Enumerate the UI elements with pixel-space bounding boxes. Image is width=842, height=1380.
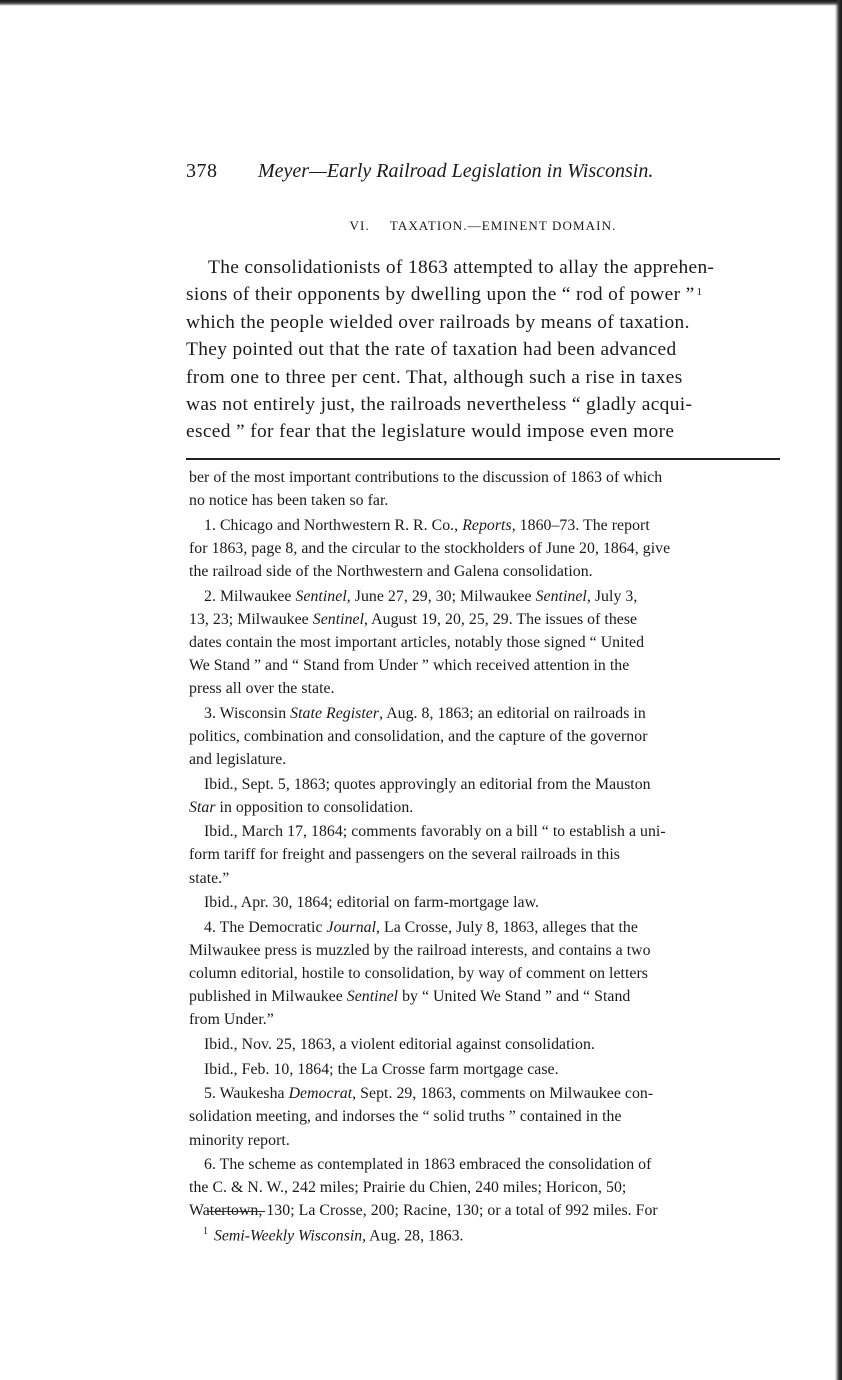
note-6: 6. The scheme as contemplated in 1863 embraced the consolidation of	[204, 1156, 652, 1174]
note-line: form tariff for freight and passengers on the several railroads in this	[189, 846, 620, 864]
notes-divider	[186, 458, 780, 460]
note-line: the C. & N. W., 242 miles; Prairie du Chien, 240 miles; Horicon, 50;	[189, 1179, 627, 1197]
note-line: Milwaukee press is muzzled by the railroad interests, and contains a two	[189, 942, 651, 960]
body-line: esced ” for fear that the legislature would impose even more	[186, 421, 675, 443]
page-footnote	[203, 1221, 763, 1247]
note-4: 4. The Democratic Journal, La Crosse, July 8, 1863, alleges that the	[204, 918, 638, 936]
running-title: Meyer—Early Railroad Legislation in Wisconsin.	[258, 160, 654, 182]
note-line: dates contain the most important articles, notably those signed “ United	[189, 633, 645, 651]
body-paragraph	[186, 254, 780, 446]
note-ibid: Ibid., Feb. 10, 1864; the La Crosse farm mortgage case.	[204, 1060, 559, 1078]
body-line: from one to three per cent. That, although such a rise in taxes	[186, 366, 683, 388]
bibliographic-notes	[189, 466, 781, 1223]
note-line: state.”	[189, 869, 230, 887]
page-edge-shadow-top	[0, 0, 842, 6]
note-line: published in Milwaukee Sentinel by “ United We Stand ” and “ Stand	[189, 988, 631, 1006]
body-line: The consolidationists of 1863 attempted to allay the apprehen-	[208, 257, 715, 278]
section-numeral: VI.	[349, 218, 370, 233]
note-line: and legislature.	[189, 750, 287, 768]
note-5: 5. Waukesha Democrat, Sept. 29, 1863, comments on Milwaukee con-	[204, 1085, 654, 1103]
note-ibid: Ibid., Apr. 30, 1864; editorial on farm-mortgage law.	[204, 894, 540, 912]
note-ibid: Ibid., March 17, 1864; comments favorably on a bill “ to establish a uni-	[204, 823, 666, 841]
note-line: ber of the most important contributions to the discussion of 1863 of which	[189, 469, 663, 486]
body-line: was not entirely just, the railroads nevertheless “ gladly acqui-	[186, 393, 693, 415]
note-line: no notice has been taken so far.	[189, 492, 389, 510]
footnote-text: , Aug. 28, 1863.	[362, 1227, 464, 1245]
note-1: 1. Chicago and Northwestern R. R. Co., Reports, 1860–73. The report	[204, 516, 650, 534]
note-line: minority report.	[189, 1131, 290, 1149]
note-line: Watertown, 130; La Crosse, 200; Racine, 130; or a total of 992 miles. For	[189, 1202, 658, 1220]
body-line-text: sions of their opponents by dwelling upon the “ rod of power ”	[186, 284, 695, 306]
note-line: for 1863, page 8, and the circular to the stockholders of June 20, 1864, give	[189, 539, 671, 557]
note-line: politics, combination and consolidation, and the capture of the governor	[189, 727, 648, 745]
note-2: 2. Milwaukee Sentinel, June 27, 29, 30; Milwaukee Sentinel, July 3,	[204, 587, 638, 605]
note-line: column editorial, hostile to consolidation, by way of comment on letters	[189, 965, 648, 983]
footnote-divider	[207, 1211, 265, 1212]
body-line	[186, 281, 780, 308]
section-heading	[186, 218, 780, 234]
footnote-mark: 1	[203, 1226, 208, 1237]
page-edge-shadow-right	[835, 0, 842, 1380]
note-ibid: Ibid., Sept. 5, 1863; quotes approvingly an editorial from the Mauston	[204, 775, 651, 793]
note-line: the railroad side of the Northwestern and Galena consolidation.	[189, 562, 593, 580]
note-line: solidation meeting, and indorses the “ solid truths ” contained in the	[189, 1108, 622, 1126]
note-3: 3. Wisconsin State Register, Aug. 8, 1863; an editorial on railroads in	[204, 704, 646, 722]
page-number: 378	[186, 160, 218, 182]
body-line: They pointed out that the rate of taxation had been advanced	[186, 339, 677, 361]
note-line: 13, 23; Milwaukee Sentinel, August 19, 20, 25, 29. The issues of these	[189, 610, 638, 628]
note-line: press all over the state.	[189, 680, 335, 698]
note-line: Star in opposition to consolidation.	[189, 798, 414, 816]
note-line: from Under.”	[189, 1011, 274, 1029]
running-header	[186, 160, 780, 188]
note-ibid: Ibid., Nov. 25, 1863, a violent editorial against consolidation.	[204, 1036, 595, 1053]
footnote-reference: 1	[696, 286, 703, 299]
footnote-title: Semi-Weekly Wisconsin	[214, 1227, 363, 1245]
section-title: TAXATION.—EMINENT DOMAIN.	[389, 218, 617, 233]
body-line: which the people wielded over railroads by means of taxation.	[186, 311, 690, 333]
note-line: We Stand ” and “ Stand from Under ” which received attention in the	[189, 656, 630, 674]
